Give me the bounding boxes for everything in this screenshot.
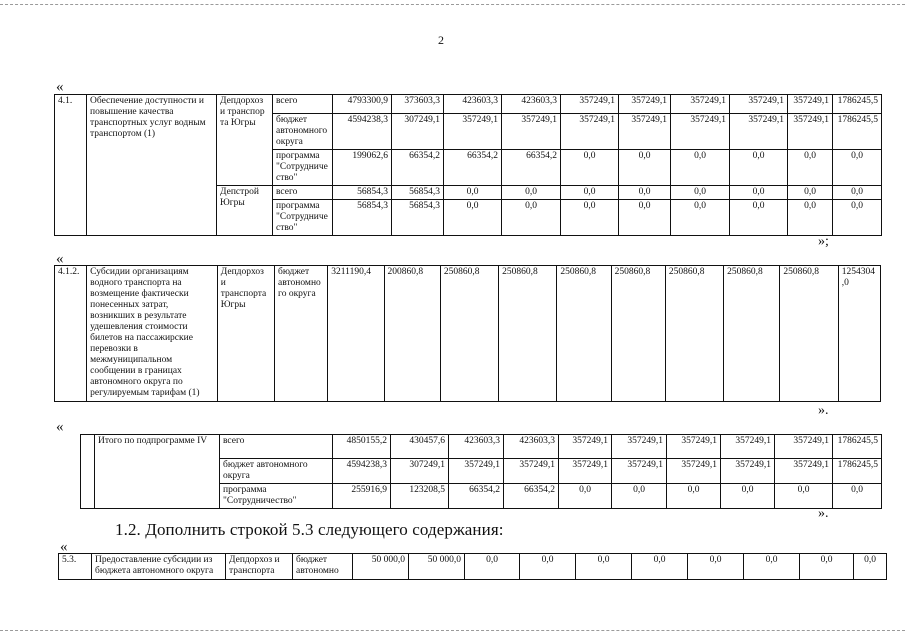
value-cell: 357249,1 — [449, 459, 504, 484]
value-cell: 0,0 — [721, 484, 775, 509]
value-cell: 3211190,4 — [328, 266, 384, 402]
subprogram-total-label: Итого по подпрограмме IV — [95, 435, 220, 509]
value-cell: 1786245,5 — [833, 114, 882, 150]
funding-source-cell: бюджет автономного округа — [273, 114, 333, 150]
funding-source-cell: всего — [273, 186, 333, 200]
value-cell: 1786245,5 — [833, 435, 882, 459]
value-cell: 357249,1 — [619, 114, 671, 150]
value-cell: 423603,3 — [444, 95, 502, 114]
value-cell: 66354,2 — [392, 150, 444, 186]
value-cell: 0,0 — [775, 484, 833, 509]
value-cell: 357249,1 — [444, 114, 502, 150]
value-cell: 4850155,2 — [333, 435, 391, 459]
table-row-4-1 — [54, 94, 882, 236]
funding-source-cell: программа "Сотрудничество" — [273, 150, 333, 186]
value-cell: 357249,1 — [504, 459, 559, 484]
value-cell: 357249,1 — [559, 435, 612, 459]
value-cell: 0,0 — [788, 186, 833, 200]
close-quote-2: ». — [818, 403, 829, 418]
value-cell: 255916,9 — [333, 484, 391, 509]
value-cell: 0,0 — [788, 150, 833, 186]
value-cell: 66354,2 — [449, 484, 504, 509]
value-cell: 56854,3 — [333, 200, 392, 236]
value-cell: 200860,8 — [384, 266, 440, 402]
value-cell: 50 000,0 — [353, 554, 409, 580]
value-cell: 0,0 — [619, 150, 671, 186]
open-quote-1: « — [56, 79, 64, 95]
table-row-5-3 — [58, 553, 887, 580]
funding-source-cell: бюджет автономного округа — [275, 266, 328, 402]
open-quote-4: « — [60, 539, 68, 555]
value-cell: 423603,3 — [449, 435, 504, 459]
row-number: 4.1. — [55, 95, 87, 236]
value-cell: 0,0 — [833, 150, 882, 186]
close-quote-3: ». — [818, 506, 829, 521]
value-cell: 250860,8 — [780, 266, 838, 402]
value-cell: 56854,3 — [392, 200, 444, 236]
value-cell: 250860,8 — [557, 266, 611, 402]
value-cell: 50 000,0 — [409, 554, 465, 580]
value-cell: 357249,1 — [559, 459, 612, 484]
value-cell: 0,0 — [833, 200, 882, 236]
value-cell: 123208,5 — [391, 484, 449, 509]
bottom-scan-edge — [0, 630, 905, 631]
value-cell: 0,0 — [730, 200, 788, 236]
value-cell: 0,0 — [744, 554, 800, 580]
value-cell: 1254304,0 — [838, 266, 880, 402]
value-cell: 357249,1 — [619, 95, 671, 114]
value-cell: 0,0 — [632, 554, 688, 580]
value-cell: 1786245,5 — [833, 95, 882, 114]
value-cell: 357249,1 — [561, 114, 619, 150]
value-cell: 357249,1 — [561, 95, 619, 114]
value-cell: 423603,3 — [502, 95, 561, 114]
value-cell: 0,0 — [444, 200, 502, 236]
value-cell: 357249,1 — [612, 459, 667, 484]
value-cell: 0,0 — [612, 484, 667, 509]
activity-name: Предоставление субсидии из бюджета автономного округа — [92, 554, 226, 580]
row-number: 4.1.2. — [55, 266, 87, 402]
value-cell: 0,0 — [833, 186, 882, 200]
funding-source-cell: бюджет автономного округа — [220, 459, 333, 484]
funding-source-cell: программа "Сотрудничество" — [273, 200, 333, 236]
executor-cell: Депдорхоз и транспорта Югры — [217, 266, 274, 402]
value-cell: 250860,8 — [724, 266, 780, 402]
value-cell: 0,0 — [561, 150, 619, 186]
value-cell: 0,0 — [667, 484, 721, 509]
funding-source-cell: бюджет автономно — [293, 554, 353, 580]
table-subprogram-total — [80, 434, 882, 509]
value-cell: 0,0 — [444, 186, 502, 200]
value-cell: 430457,6 — [391, 435, 449, 459]
value-cell: 357249,1 — [730, 95, 788, 114]
table-row-4-1-2 — [54, 265, 881, 402]
value-cell: 0,0 — [561, 200, 619, 236]
value-cell: 307249,1 — [392, 114, 444, 150]
funding-source-cell: всего — [220, 435, 333, 459]
top-scan-edge — [0, 4, 905, 5]
value-cell: 0,0 — [788, 200, 833, 236]
value-cell: 0,0 — [671, 150, 730, 186]
empty-cell — [81, 435, 95, 509]
value-cell: 357249,1 — [730, 114, 788, 150]
value-cell: 66354,2 — [444, 150, 502, 186]
value-cell: 423603,3 — [504, 435, 559, 459]
value-cell: 0,0 — [730, 186, 788, 200]
value-cell: 307249,1 — [391, 459, 449, 484]
value-cell: 357249,1 — [721, 435, 775, 459]
value-cell: 0,0 — [730, 150, 788, 186]
value-cell: 56854,3 — [333, 186, 392, 200]
open-quote-2: « — [56, 251, 64, 267]
value-cell: 357249,1 — [612, 435, 667, 459]
value-cell: 357249,1 — [502, 114, 561, 150]
value-cell: 0,0 — [833, 484, 882, 509]
value-cell: 357249,1 — [721, 459, 775, 484]
value-cell: 357249,1 — [667, 435, 721, 459]
value-cell: 373603,3 — [392, 95, 444, 114]
value-cell: 357249,1 — [788, 95, 833, 114]
value-cell: 0,0 — [619, 200, 671, 236]
value-cell: 250860,8 — [499, 266, 557, 402]
value-cell: 357249,1 — [667, 459, 721, 484]
activity-name: Субсидии организациям водного транспорта на возмещение фактически понесенных затрат, возникших в результате удешевления стоимости билетов на пассажирские перевозки в межмуниципальном сообщении в границах автономного округа по регулируемым тарифам (1) — [87, 266, 218, 402]
value-cell: 0,0 — [502, 186, 561, 200]
value-cell: 0,0 — [576, 554, 632, 580]
value-cell: 4594238,3 — [333, 114, 392, 150]
value-cell: 4594238,3 — [333, 459, 391, 484]
value-cell: 1786245,5 — [833, 459, 882, 484]
value-cell: 4793300,9 — [333, 95, 392, 114]
value-cell: 0,0 — [854, 554, 887, 580]
funding-source-cell: программа "Сотрудничество" — [220, 484, 333, 509]
value-cell: 199062,6 — [333, 150, 392, 186]
value-cell: 250860,8 — [611, 266, 665, 402]
value-cell: 0,0 — [561, 186, 619, 200]
value-cell: 357249,1 — [671, 114, 730, 150]
value-cell: 66354,2 — [504, 484, 559, 509]
executor-cell: Депдорхоз и транспорта — [226, 554, 293, 580]
value-cell: 0,0 — [671, 186, 730, 200]
value-cell: 0,0 — [520, 554, 576, 580]
section-heading: 1.2. Дополнить строкой 5.3 следующего содержания: — [115, 520, 504, 539]
value-cell: 56854,3 — [392, 186, 444, 200]
close-quote-1: »; — [818, 234, 829, 249]
value-cell: 0,0 — [688, 554, 744, 580]
value-cell: 0,0 — [559, 484, 612, 509]
value-cell: 0,0 — [800, 554, 854, 580]
value-cell: 0,0 — [619, 186, 671, 200]
activity-name: Обеспечение доступности и повышение качества транспортных услуг водным транспортом (1) — [87, 95, 217, 236]
executor-cell: Депдорхоз и транспор та Югры — [217, 95, 273, 186]
value-cell: 66354,2 — [502, 150, 561, 186]
value-cell: 0,0 — [671, 200, 730, 236]
value-cell: 250860,8 — [440, 266, 498, 402]
value-cell: 0,0 — [502, 200, 561, 236]
value-cell: 250860,8 — [665, 266, 723, 402]
value-cell: 0,0 — [465, 554, 520, 580]
value-cell: 357249,1 — [671, 95, 730, 114]
value-cell: 357249,1 — [788, 114, 833, 150]
funding-source-cell: всего — [273, 95, 333, 114]
page-number: 2 — [438, 33, 444, 47]
row-number: 5.3. — [59, 554, 92, 580]
open-quote-3: « — [56, 419, 64, 435]
executor-cell: Депстрой Югры — [217, 186, 273, 236]
value-cell: 357249,1 — [775, 435, 833, 459]
value-cell: 357249,1 — [775, 459, 833, 484]
